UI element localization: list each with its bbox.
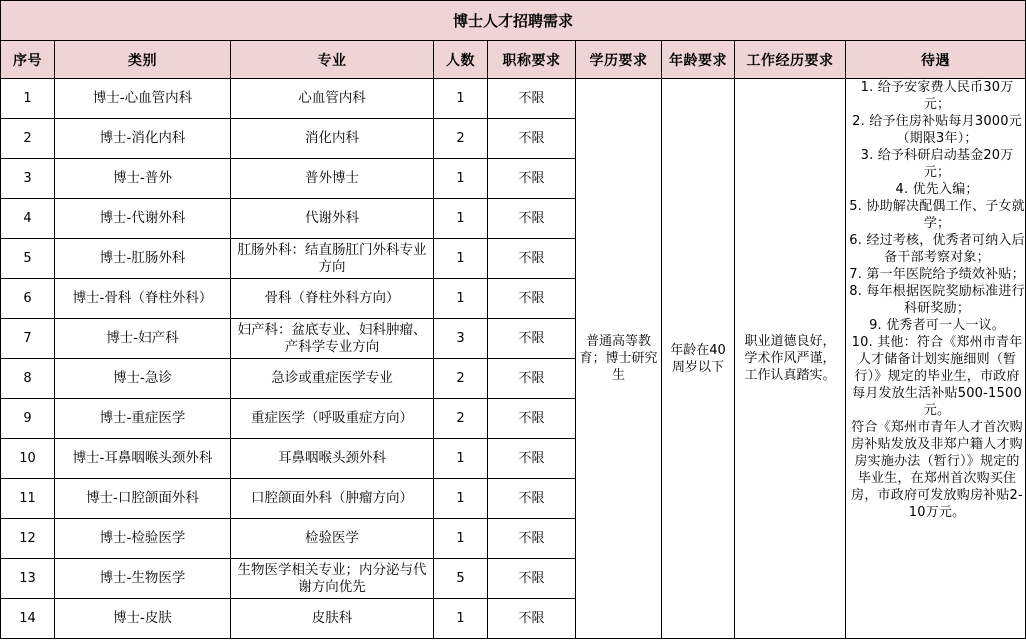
header-experience-requirement: 工作经历要求: [735, 41, 846, 79]
cell-title-requirement: 不限: [488, 559, 576, 599]
cell-seq: 10: [1, 439, 55, 479]
cell-seq: 5: [1, 239, 55, 279]
benefit-item: 5. 协助解决配偶工作、子女就学；: [849, 199, 1025, 231]
cell-count: 1: [434, 439, 488, 479]
cell-title-requirement: 不限: [488, 159, 576, 199]
cell-seq: 3: [1, 159, 55, 199]
cell-title-requirement: 不限: [488, 599, 576, 639]
cell-title-requirement: 不限: [488, 199, 576, 239]
header-benefits: 待遇: [846, 41, 1026, 79]
cell-seq: 4: [1, 199, 55, 239]
cell-major: 重症医学（呼吸重症方向）: [231, 399, 434, 439]
cell-major: 肛肠外科：结直肠肛门外科专业方向: [231, 239, 434, 279]
header-major: 专业: [231, 41, 434, 79]
cell-category: 博士-妇产科: [55, 319, 231, 359]
cell-category: 博士-急诊: [55, 359, 231, 399]
cell-category: 博士-检验医学: [55, 519, 231, 559]
table-row: [1, 79, 1026, 119]
cell-title-requirement: 不限: [488, 439, 576, 479]
cell-major: 骨科（脊柱外科方向）: [231, 279, 434, 319]
cell-category: 博士-重症医学: [55, 399, 231, 439]
header-category: 类别: [55, 41, 231, 79]
cell-major: 口腔颌面外科（肿瘤方向）: [231, 479, 434, 519]
header-age-requirement: 年龄要求: [662, 41, 735, 79]
cell-category: 博士-消化内科: [55, 119, 231, 159]
cell-major: 急诊或重症医学专业: [231, 359, 434, 399]
cell-seq: 13: [1, 559, 55, 599]
benefit-item: 4. 优先入编；: [895, 182, 979, 197]
cell-seq: 11: [1, 479, 55, 519]
benefit-item: 1. 给予安家费人民币30万元；: [860, 80, 1014, 112]
cell-category: 博士-骨科（脊柱外科）: [55, 279, 231, 319]
cell-major: 代谢外科: [231, 199, 434, 239]
age-requirement: 年龄在40周岁以下: [662, 79, 735, 639]
cell-title-requirement: 不限: [488, 399, 576, 439]
cell-count: 1: [434, 199, 488, 239]
cell-count: 2: [434, 399, 488, 439]
cell-title-requirement: 不限: [488, 319, 576, 359]
cell-title-requirement: 不限: [488, 279, 576, 319]
cell-major: 皮肤科: [231, 599, 434, 639]
cell-seq: 6: [1, 279, 55, 319]
cell-major: 耳鼻咽喉头颈外科: [231, 439, 434, 479]
benefit-item: 8. 每年根据医院奖励标准进行科研奖励；: [849, 284, 1025, 316]
cell-category: 博士-口腔颌面外科: [55, 479, 231, 519]
cell-title-requirement: 不限: [488, 119, 576, 159]
cell-title-requirement: 不限: [488, 479, 576, 519]
cell-count: 1: [434, 599, 488, 639]
cell-category: 博士-生物医学: [55, 559, 231, 599]
cell-category: 博士-皮肤: [55, 599, 231, 639]
cell-major: 妇产科：盆底专业、妇科肿瘤、产科学专业方向: [231, 319, 434, 359]
cell-count: 1: [434, 79, 488, 119]
cell-seq: 2: [1, 119, 55, 159]
benefit-item: 6. 经过考核，优秀者可纳入后备干部考察对象；: [849, 233, 1025, 265]
cell-category: 博士-肛肠外科: [55, 239, 231, 279]
cell-major: 心血管内科: [231, 79, 434, 119]
education-requirement: 普通高等教育；博士研究生: [576, 79, 662, 639]
cell-count: 3: [434, 319, 488, 359]
cell-seq: 1: [1, 79, 55, 119]
cell-major: 生物医学相关专业；内分泌与代谢方向优先: [231, 559, 434, 599]
cell-major: 普外博士: [231, 159, 434, 199]
cell-seq: 7: [1, 319, 55, 359]
cell-count: 1: [434, 479, 488, 519]
header-row: [1, 41, 1026, 79]
cell-count: 2: [434, 119, 488, 159]
cell-count: 1: [434, 519, 488, 559]
cell-category: 博士-普外: [55, 159, 231, 199]
cell-count: 1: [434, 159, 488, 199]
benefit-item: 7. 第一年医院给予绩效补贴；: [849, 267, 1025, 282]
benefit-item: 9. 优秀者可一人一议。: [869, 318, 1005, 333]
cell-major: 检验医学: [231, 519, 434, 559]
cell-seq: 8: [1, 359, 55, 399]
benefits-list: [846, 79, 1026, 639]
cell-seq: 12: [1, 519, 55, 559]
header-count: 人数: [434, 41, 488, 79]
cell-count: 2: [434, 359, 488, 399]
cell-count: 5: [434, 559, 488, 599]
benefit-item: 3. 给予科研启动基金20万元；: [860, 148, 1014, 180]
cell-title-requirement: 不限: [488, 519, 576, 559]
cell-category: 博士-心血管内科: [55, 79, 231, 119]
cell-title-requirement: 不限: [488, 239, 576, 279]
cell-seq: 9: [1, 399, 55, 439]
cell-major: 消化内科: [231, 119, 434, 159]
table-title: 博士人才招聘需求: [1, 1, 1026, 41]
cell-count: 1: [434, 279, 488, 319]
experience-requirement: 职业道德良好，学术作风严谨，工作认真踏实。: [735, 79, 846, 639]
benefit-item: 符合《郑州市青年人才首次购房补贴发放及非郑户籍人才购房实施办法（暂行）》规定的毕业生，在郑州首次购买住房，市政府可发放购房补贴2-10万元。: [851, 420, 1023, 520]
cell-category: 博士-代谢外科: [55, 199, 231, 239]
header-seq: 序号: [1, 41, 55, 79]
cell-seq: 14: [1, 599, 55, 639]
header-title-requirement: 职称要求: [488, 41, 576, 79]
cell-category: 博士-耳鼻咽喉头颈外科: [55, 439, 231, 479]
header-education-requirement: 学历要求: [576, 41, 662, 79]
cell-title-requirement: 不限: [488, 359, 576, 399]
cell-count: 1: [434, 239, 488, 279]
benefit-item: 2. 给予住房补贴每月3000元（期限3年）；: [852, 114, 1022, 146]
benefit-item: 10. 其他：符合《郑州市青年人才储备计划实施细则（暂行）》规定的毕业生，市政府每月发放生活补贴500-1500元。: [851, 335, 1023, 418]
cell-title-requirement: 不限: [488, 79, 576, 119]
